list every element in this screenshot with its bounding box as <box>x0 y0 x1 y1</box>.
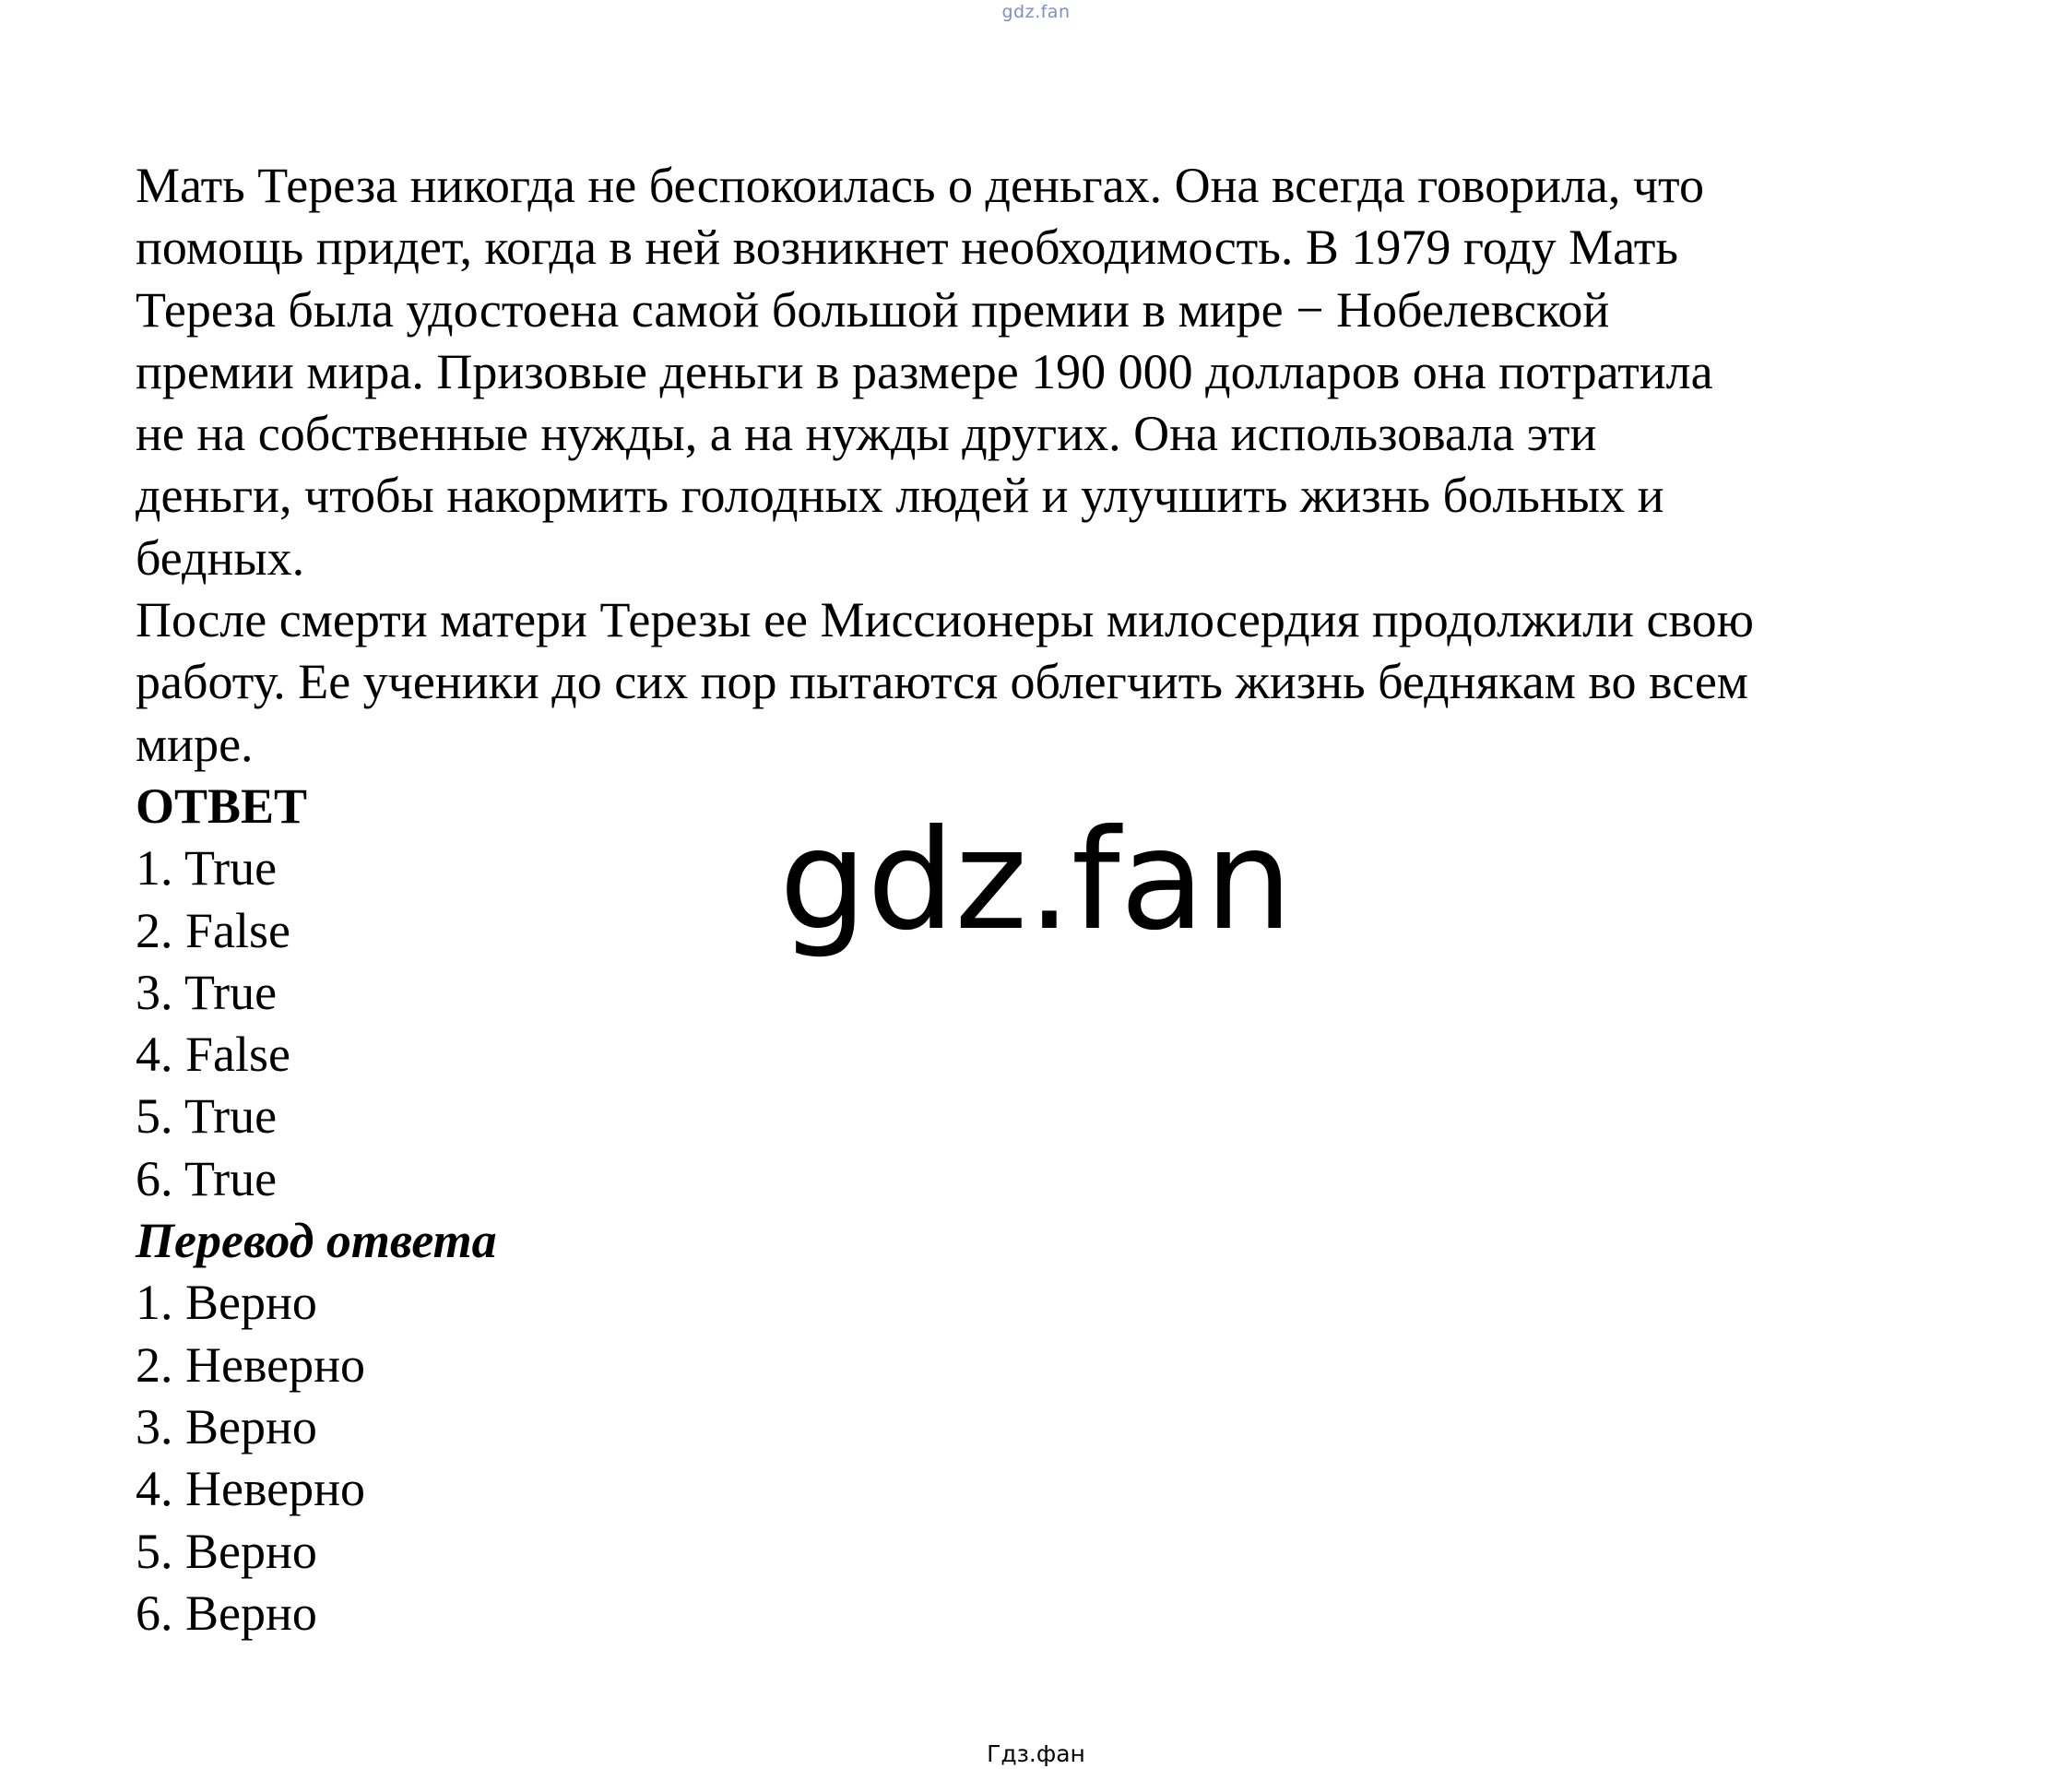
paragraph-line: премии мира. Призовые деньги в размере 190 000 долларов она потратила <box>136 343 1713 399</box>
answer-item: 2. False <box>136 902 290 958</box>
paragraph-line: бедных. <box>136 529 305 586</box>
translation-section <box>136 1210 1980 1644</box>
top-watermark: gdz.fan <box>1001 2 1071 22</box>
translation-item: 6. Верно <box>136 1585 317 1641</box>
paragraph-line: мире. <box>136 716 254 772</box>
answer-item: 6. True <box>136 1150 278 1206</box>
answer-item: 1. True <box>136 840 278 896</box>
answer-heading: ОТВЕТ <box>136 778 308 834</box>
translation-item: 3. Верно <box>136 1398 317 1454</box>
answer-item: 5. True <box>136 1088 278 1145</box>
paragraph-2 <box>136 589 1980 776</box>
translation-item: 2. Неверно <box>136 1336 366 1393</box>
translation-item: 5. Верно <box>136 1523 317 1579</box>
paragraph-line: Тереза была удостоена самой большой премии в мире − Нобелевской <box>136 281 1610 338</box>
paragraph-line: Мать Тереза никогда не беспокоилась о деньгах. Она всегда говорила, что <box>136 158 1704 213</box>
translation-item: 4. Неверно <box>136 1461 366 1517</box>
center-watermark: gdz.fan <box>779 801 1293 961</box>
answer-item: 3. True <box>136 964 278 1020</box>
bottom-watermark: Гдз.фан <box>987 1740 1085 1767</box>
paragraph-line: После смерти матери Терезы ее Миссионеры милосердия продолжили свою <box>136 592 1754 648</box>
paragraph-1 <box>136 155 1980 589</box>
translation-heading: Перевод ответа <box>136 1213 497 1269</box>
paragraph-line: помощь придет, когда в ней возникнет необходимость. В 1979 году Мать <box>136 220 1678 276</box>
paragraph-line: не на собственные нужды, а на нужды других. Она использовала эти <box>136 406 1597 462</box>
paragraph-line: деньги, чтобы накормить голодных людей и улучшить жизнь больных и <box>136 468 1664 524</box>
paragraph-line: работу. Ее ученики до сих пор пытаются облегчить жизнь беднякам во всем <box>136 654 1748 710</box>
translation-item: 1. Верно <box>136 1275 317 1331</box>
answer-item: 4. False <box>136 1027 290 1083</box>
